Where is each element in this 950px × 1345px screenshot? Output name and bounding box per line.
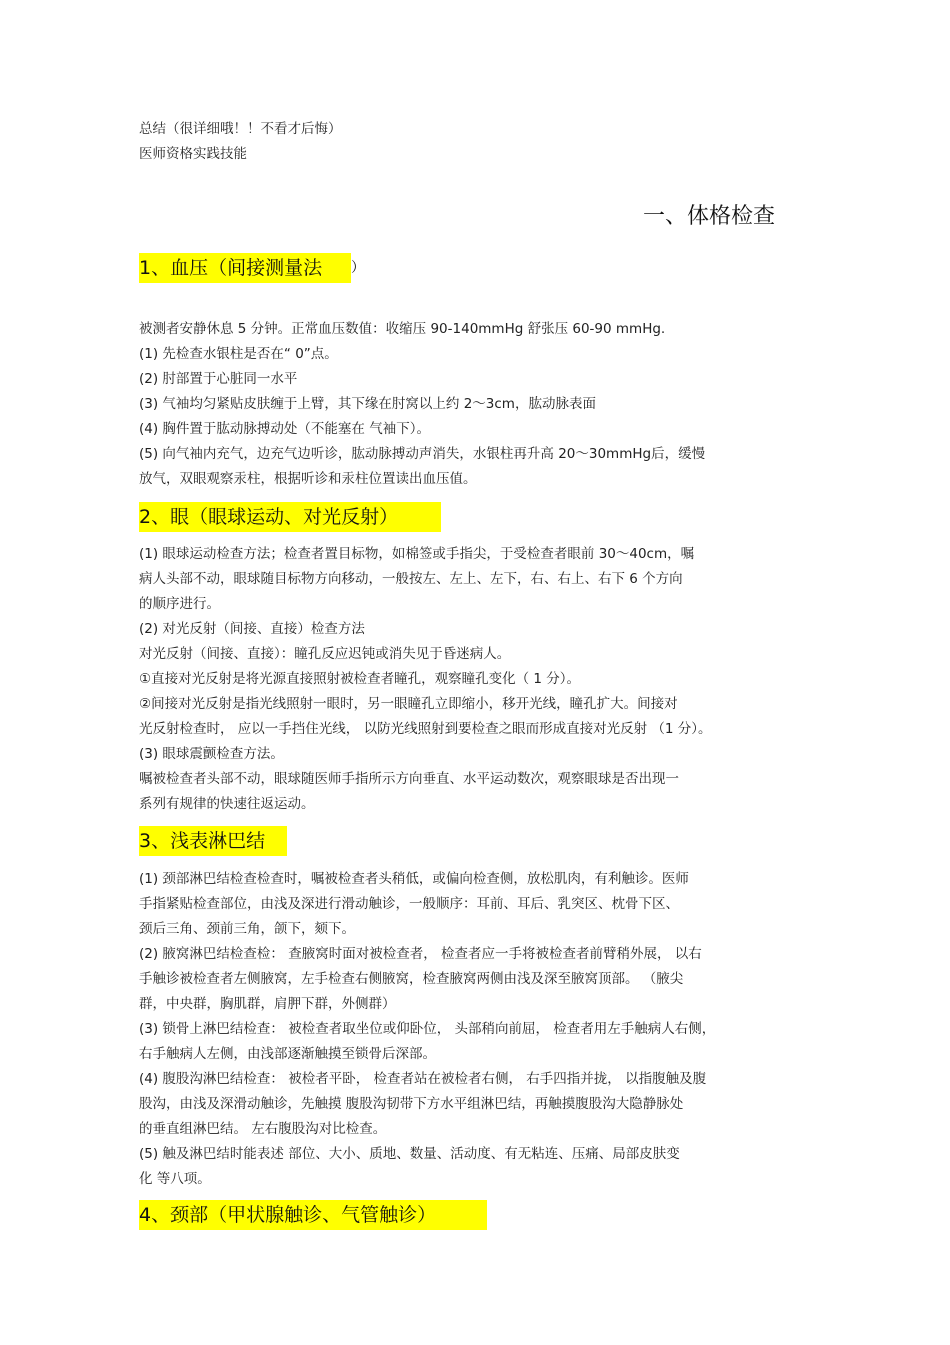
section-1-line: 被测者安静休息 5 分钟。正常血压数值：收缩压 90-140mmHg 舒张压 60-90 mmHg. [139,321,666,337]
section-2-line: ①直接对光反射是将光源直接照射被检查者瞳孔，观察瞳孔变化（ 1 分）。 [139,671,581,687]
document-subtitle: 医师资格实践技能 [139,146,247,162]
section-3-line: 右手触病人左侧，由浅部逐渐触摸至锁骨后深部。 [139,1046,436,1062]
section-3-line: 化 等八项。 [139,1171,211,1187]
section-3-line: 颈后三角、颈前三角，颌下，颏下。 [139,921,355,937]
section-3-line: 股沟，由浅及深滑动触诊，先触摸 腹股沟韧带下方水平组淋巴结，再触摸腹股沟大隐静脉处 [139,1096,684,1112]
section-3-line: (2) 腋窝淋巴结检查检： 查腋窝时面对被检查者， 检查者应一手将被检查者前臂稍外展， 以右 [139,946,702,962]
section-2-line: (3) 眼球震颤检查方法。 [139,746,284,762]
section-2-line: (1) 眼球运动检查方法；检查者置目标物，如棉签或手指尖，于受检查者眼前 30～40cm，嘱 [139,546,695,562]
section-1-line: (4) 胸件置于肱动脉搏动处（不能塞在 气袖下）。 [139,421,430,437]
section-3-line: (1) 颈部淋巴结检查检查时，嘱被检查者头稍低，或偏向检查侧，放松肌肉，有利触诊。医师 [139,871,689,887]
section-1-line: 放气，双眼观察汞柱，根据听诊和汞柱位置读出血压值。 [139,471,477,487]
section-3-line: (5) 触及淋巴结时能表述 部位、大小、质地、数量、活动度、有无粘连、压痛、局部皮肤变 [139,1146,680,1162]
section-2-line: ②间接对光反射是指光线照射一眼时，另一眼瞳孔立即缩小，移开光线，瞳孔扩大。间接对 [139,696,678,712]
section-heading-lymph-nodes: 3、浅表淋巴结 [139,826,287,856]
section-3-line: 手触诊被检查者左侧腋窝，左手检查右侧腋窝，检查腋窝两侧由浅及深至腋窝顶部。 （腋尖 [139,971,684,987]
section-heading-blood-pressure: 1、血压（间接测量法 ） [139,253,371,283]
section-2-line: (2) 对光反射（间接、直接）检查方法 [139,621,365,637]
section-2-line: 对光反射（间接、直接）：瞳孔反应迟钝或消失见于昏迷病人。 [139,646,511,662]
section-3-line: 手指紧贴检查部位，由浅及深进行滑动触诊，一般顺序：耳前、耳后、乳突区、枕骨下区、 [139,896,679,912]
section-3-line: 的垂直组淋巴结。 左右腹股沟对比检查。 [139,1121,387,1137]
section-2-line: 的顺序进行。 [139,596,220,612]
section-2-line: 嘱被检查者头部不动，眼球随医师手指所示方向垂直、水平运动数次，观察眼球是否出现一 [139,771,679,787]
section-heading-eye: 2、眼（眼球运动、对光反射） [139,502,441,532]
section-1-line: (5) 向气袖内充气，边充气边听诊，肱动脉搏动声消失，水银柱再升高 20～30mmHg后，缓慢 [139,446,706,462]
section-heading-tail: ） [351,253,371,283]
section-3-line: (3) 锁骨上淋巴结检查： 被检查者取坐位或仰卧位， 头部稍向前屈， 检查者用左手触病人右侧， [139,1021,716,1037]
section-2-line: 光反射检查时， 应以一手挡住光线， 以防光线照射到要检查之眼而形成直接对光反射 （1 分）。 [139,721,712,737]
section-1-line: (3) 气袖均匀紧贴皮肤缠于上臂，其下缘在肘窝以上约 2～3cm，肱动脉表面 [139,396,596,412]
section-2-line: 系列有规律的快速往返运动。 [139,796,315,812]
section-heading-neck: 4、颈部（甲状腺触诊、气管触诊） [139,1200,487,1230]
section-3-line: (4) 腹股沟淋巴结检查： 被检者平卧， 检查者站在被检者右侧， 右手四指并拢， 以指腹触及腹 [139,1071,707,1087]
section-3-line: 群，中央群，胸肌群，肩胛下群，外侧群） [139,996,396,1012]
chapter-heading: 一、体格检查 [643,204,776,229]
document-title: 总结（很详细哦！！不看才后悔） [139,121,342,137]
section-2-line: 病人头部不动，眼球随目标物方向移动，一般按左、左上、左下，右、右上、右下 6 个方向 [139,571,683,587]
section-1-line: (1) 先检查水银柱是否在“ 0”点。 [139,346,338,362]
section-1-line: (2) 肘部置于心脏同一水平 [139,371,298,387]
